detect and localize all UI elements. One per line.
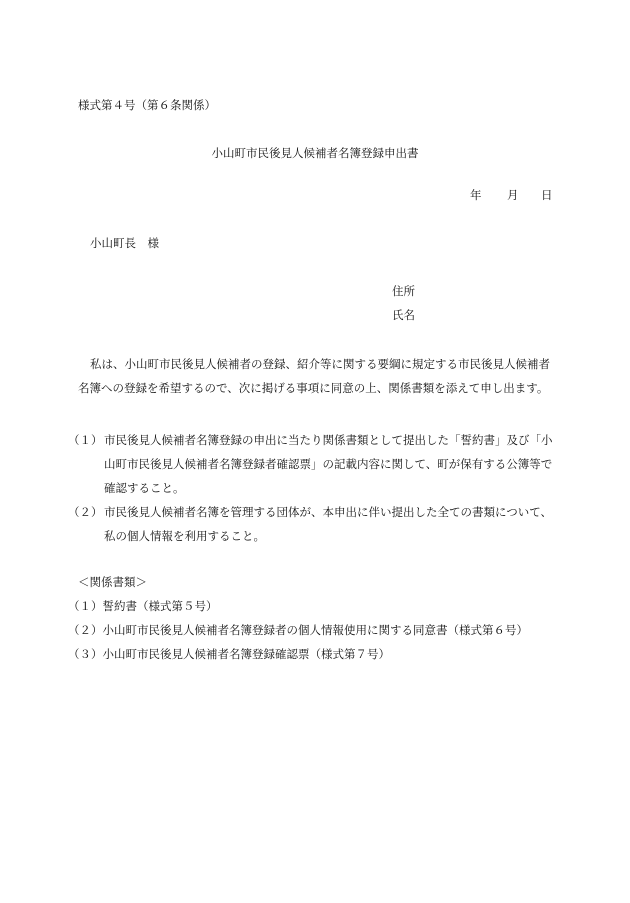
consent-item-number: （２）	[68, 505, 103, 519]
body-paragraph: 私は、小山町市民後見人候補者の登録、紹介等に関する要綱に規定する市民後見人候補者名簿への登録を希望するので、次に掲げる事項に同意の上、関係書類を添えて申し出ます。	[78, 357, 550, 395]
related-doc-item-1	[68, 600, 218, 614]
related-doc-text: 小山町市民後見人候補者名簿登録確認票（様式第７号）	[102, 647, 390, 661]
related-doc-text: 誓約書（様式第５号）	[102, 599, 218, 613]
related-docs-heading: ＜関係書類＞	[78, 575, 147, 589]
form-label: 様式第４号（第６条関係）	[78, 98, 216, 112]
related-doc-number: （１）	[68, 599, 103, 613]
consent-item-1	[68, 428, 553, 500]
related-doc-number: （２）	[68, 623, 103, 637]
consent-item-text: 市民後見人候補者名簿を管理する団体が、本申出に伴い提出した全ての書類について、私の個人情報を利用すること。	[104, 505, 553, 543]
consent-item-number: （１）	[68, 433, 103, 447]
consent-item-2	[68, 500, 553, 548]
related-doc-number: （３）	[68, 647, 103, 661]
name-label: 氏名	[392, 308, 415, 322]
addressee: 小山町長 様	[90, 236, 159, 250]
consent-item-text: 市民後見人候補者名簿登録の申出に当たり関係書類として提出した「誓約書」及び「小山町市民後見人候補者名簿登録者確認票」の記載内容に関して、町が保有する公簿等で確認すること。	[104, 433, 553, 495]
document-title: 小山町市民後見人候補者名簿登録申出書	[211, 146, 419, 160]
date-month-label: 月	[507, 188, 519, 202]
address-label: 住所	[392, 284, 415, 298]
date-day-label: 日	[541, 188, 553, 202]
related-doc-item-3	[68, 648, 390, 662]
related-doc-text: 小山町市民後見人候補者名簿登録者の個人情報使用に関する同意書（様式第６号）	[102, 623, 528, 637]
date-year-label: 年	[470, 188, 482, 202]
related-doc-item-2	[68, 624, 528, 638]
